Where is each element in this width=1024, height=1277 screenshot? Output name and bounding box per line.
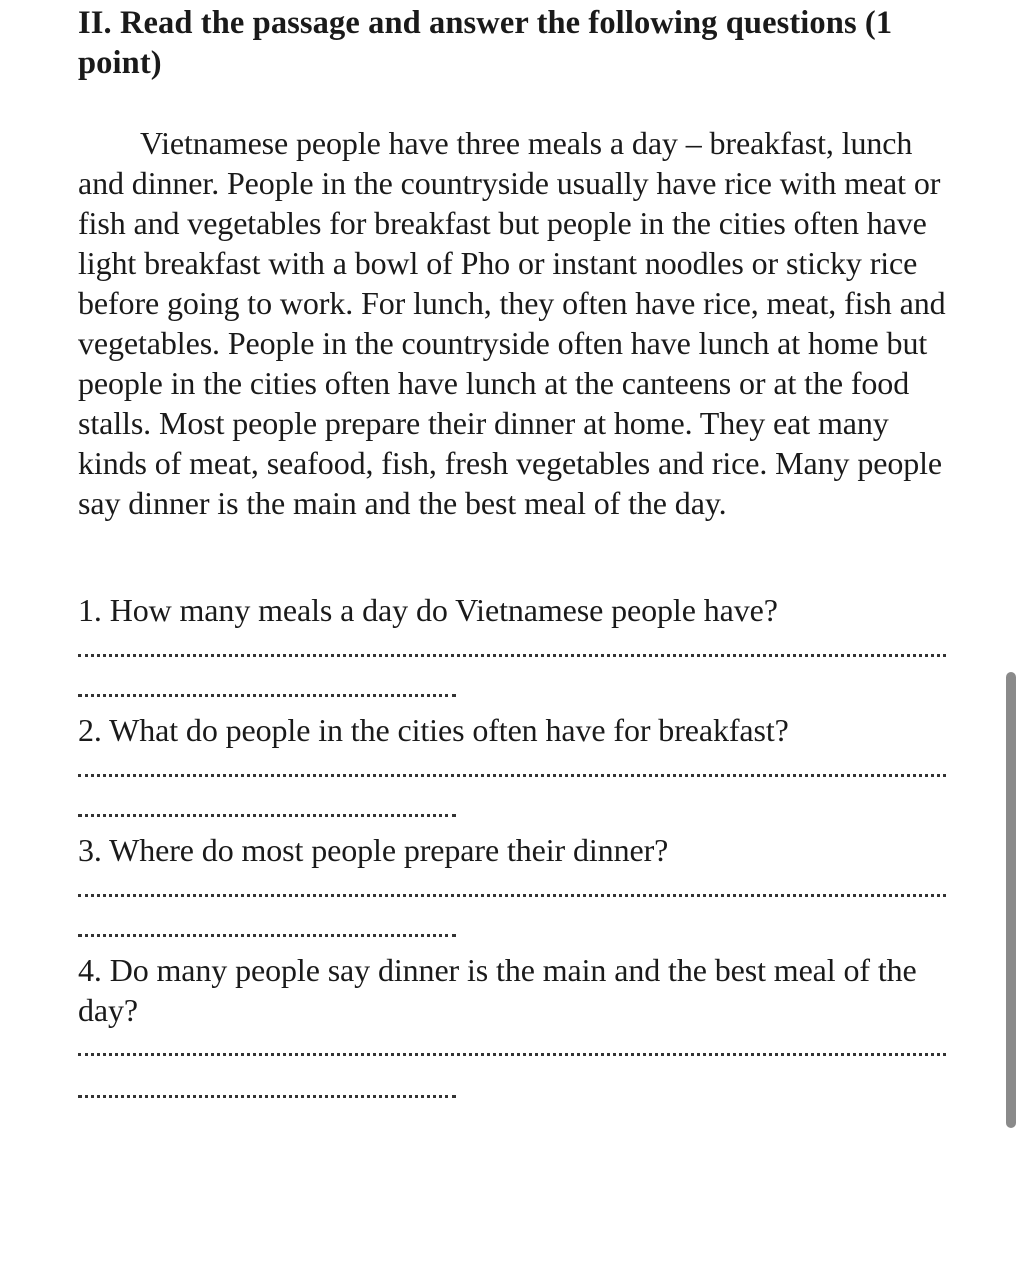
answer-line-4b <box>78 1095 456 1098</box>
worksheet-page <box>78 0 958 1028</box>
answer-line-1b <box>78 694 456 697</box>
question-1 <box>78 590 958 630</box>
question-2 <box>78 710 958 750</box>
question-3-text: 3. Where do most people prepare their dinner? <box>78 832 669 868</box>
question-3 <box>78 830 958 870</box>
vertical-scrollbar[interactable] <box>1006 672 1016 1128</box>
section-heading: II. Read the passage and answer the following questions (1 point) <box>78 5 893 81</box>
question-4 <box>78 950 958 1030</box>
answer-line-2a <box>78 774 946 777</box>
answer-line-3a <box>78 894 946 897</box>
answer-line-4a <box>78 1053 946 1056</box>
answer-line-2b <box>78 814 456 817</box>
answer-line-1a <box>78 654 946 657</box>
question-2-text: 2. What do people in the cities often have for breakfast? <box>78 712 789 748</box>
reading-passage: Vietnamese people have three meals a day – breakfast, lunch and dinner. People in the countryside usually have rice with meat or fish and vegetables for breakfast but people in the cities often have light breakfast with a bowl of Pho or instant noodles or sticky rice before going to work. For lunch, they often have rice, meat, fish and vegetables. People in the countryside often have lunch at home but people in the cities often have lunch at the canteens or at the food stalls. Most people prepare their dinner at home. They eat many kinds of meat, seafood, fish, fresh vegetables and rice. Many people say dinner is the main and the best meal of the day. <box>78 125 946 521</box>
answer-line-3b <box>78 934 456 937</box>
question-4-text: 4. Do many people say dinner is the main and the best meal of the day? <box>78 952 917 1028</box>
question-1-text: 1. How many meals a day do Vietnamese people have? <box>78 592 778 628</box>
